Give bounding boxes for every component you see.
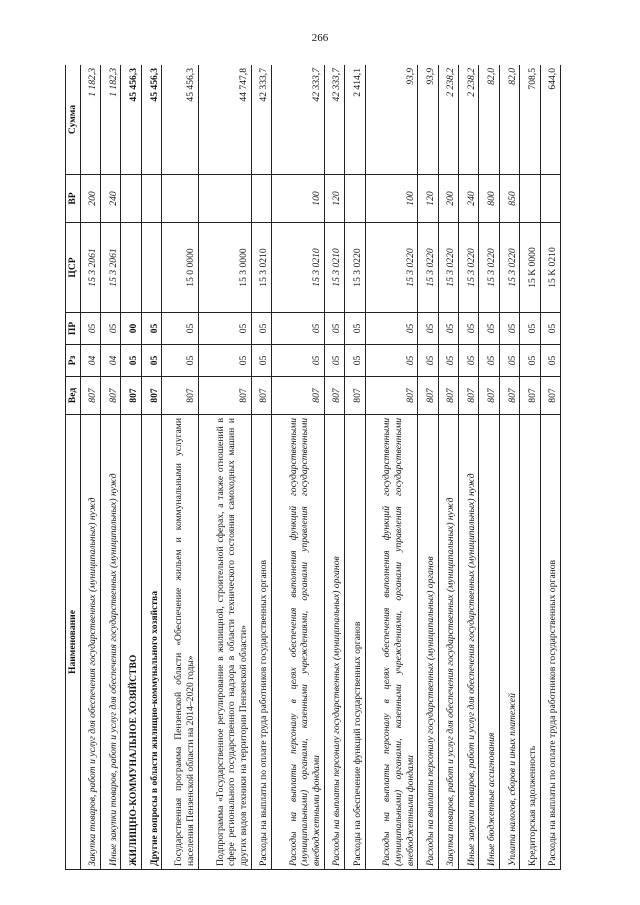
table-cell-sum: 93,9 — [365, 65, 418, 175]
table-cell-sum: 708,5 — [520, 65, 540, 175]
rotated-table-container — [65, 65, 561, 870]
table-cell-csr: 15 3 2061 — [80, 223, 100, 313]
table-cell-csr — [121, 223, 141, 313]
table-cell-ved: 807 — [121, 377, 141, 415]
table-cell-ved: 807 — [101, 377, 121, 415]
table-cell-vr: 850 — [499, 175, 519, 223]
table-row — [540, 65, 560, 870]
table-cell-rz: 05 — [345, 345, 365, 377]
table-header-row — [66, 65, 81, 870]
table-cell-sum: 1 182,3 — [101, 65, 121, 175]
table-cell-ved: 807 — [418, 377, 438, 415]
table-cell-sum: 45 456,3 — [162, 65, 199, 175]
table-cell-name: Подпрограмма «Государственное регулирование в жилищной, строительной сферах, а также отношений в сфере регионального государственного надзора в области технического состояния самоходных машин и других видов техники на территории Пензенской области» — [198, 415, 251, 870]
table-cell-vr: 240 — [459, 175, 479, 223]
table-cell-name: Государственная программа Пензенской области «Обеспечение жильем и коммунальными услугами населения Пензенской области на 2014–2020 годы» — [162, 415, 199, 870]
table-cell-name: Расходы на выплаты персоналу государственных (муниципальных) органов — [418, 415, 438, 870]
table-cell-sum: 644,0 — [540, 65, 560, 175]
table-cell-vr: 100 — [271, 175, 324, 223]
header-pr: ПР — [66, 313, 81, 345]
table-cell-vr: 120 — [324, 175, 344, 223]
table-cell-rz: 05 — [499, 345, 519, 377]
table-row — [459, 65, 479, 870]
table-cell-rz: 05 — [121, 345, 141, 377]
table-cell-ved: 807 — [271, 377, 324, 415]
table-cell-csr: 15 K 0210 — [540, 223, 560, 313]
table-cell-name: Расходы на выплаты персоналу государственных (муниципальных) органов — [324, 415, 344, 870]
table-cell-pr: 05 — [520, 313, 540, 345]
table-cell-csr: 15 3 0000 — [198, 223, 251, 313]
table-cell-sum: 82,0 — [479, 65, 499, 175]
table-cell-rz: 05 — [459, 345, 479, 377]
table-row — [418, 65, 438, 870]
table-cell-sum: 2 238,2 — [438, 65, 458, 175]
table-cell-name: Иные закупки товаров, работ и услуг для обеспечения государственных (муниципальных) нужд — [101, 415, 121, 870]
table-cell-pr: 05 — [271, 313, 324, 345]
table-row — [345, 65, 365, 870]
table-cell-rz: 05 — [162, 345, 199, 377]
table-cell-rz: 05 — [324, 345, 344, 377]
table-cell-vr — [198, 175, 251, 223]
table-cell-vr — [520, 175, 540, 223]
table-row — [324, 65, 344, 870]
table-cell-rz: 05 — [540, 345, 560, 377]
table-cell-name: Закупка товаров, работ и услуг для обеспечения государственных (муниципальных) нужд — [438, 415, 458, 870]
table-cell-rz: 05 — [479, 345, 499, 377]
table-cell-name: Расходы на выплаты по оплате труда работников государственных органов — [251, 415, 271, 870]
table-cell-pr: 05 — [324, 313, 344, 345]
table-cell-ved: 807 — [80, 377, 100, 415]
table-cell-pr: 00 — [121, 313, 141, 345]
table-cell-pr: 05 — [479, 313, 499, 345]
table-cell-name: Закупка товаров, работ и услуг для обеспечения государственных (муниципальных) нужд — [80, 415, 100, 870]
table-cell-ved: 807 — [198, 377, 251, 415]
table-cell-vr: 120 — [418, 175, 438, 223]
table-cell-csr: 15 K 0000 — [520, 223, 540, 313]
header-rz: Рз — [66, 345, 81, 377]
table-cell-vr: 240 — [101, 175, 121, 223]
table-cell-name: Расходы на обеспечение функций государственных органов — [345, 415, 365, 870]
table-row — [101, 65, 121, 870]
header-sum: Сумма — [66, 65, 81, 175]
table-row — [499, 65, 519, 870]
rotated-page-area — [65, 65, 561, 870]
table-cell-sum: 2 238,2 — [459, 65, 479, 175]
table-cell-pr: 05 — [198, 313, 251, 345]
table-cell-name: Расходы на выплаты персоналу в целях обеспечения выполнения функций государственными (муниципальными) органами, казенными учреждениями, органами управления государственными внебюджетными фондами — [365, 415, 418, 870]
table-cell-ved: 807 — [345, 377, 365, 415]
table-cell-sum: 42 333,7 — [251, 65, 271, 175]
table-cell-name: Иные бюджетные ассигнования — [479, 415, 499, 870]
table-cell-rz: 05 — [365, 345, 418, 377]
table-cell-ved: 807 — [459, 377, 479, 415]
table-cell-pr: 05 — [80, 313, 100, 345]
table-cell-ved: 807 — [540, 377, 560, 415]
table-row — [438, 65, 458, 870]
table-cell-rz: 05 — [198, 345, 251, 377]
page-number: 266 — [311, 32, 329, 44]
table-cell-csr: 15 3 0220 — [499, 223, 519, 313]
table-cell-pr: 05 — [365, 313, 418, 345]
table-cell-vr — [251, 175, 271, 223]
table-cell-csr: 15 3 0220 — [479, 223, 499, 313]
budget-table — [65, 65, 561, 870]
table-cell-csr: 15 3 0210 — [324, 223, 344, 313]
table-cell-csr: 15 3 0220 — [438, 223, 458, 313]
table-cell-vr — [162, 175, 199, 223]
table-cell-pr: 05 — [438, 313, 458, 345]
table-cell-vr — [141, 175, 161, 223]
table-cell-ved: 807 — [162, 377, 199, 415]
table-cell-vr: 100 — [365, 175, 418, 223]
table-row — [141, 65, 161, 870]
table-cell-pr: 05 — [141, 313, 161, 345]
table-cell-name: Расходы на выплаты персоналу в целях обеспечения выполнения функций государственными (муниципальными) органами, казенными учреждениями, органами управления государственными внебюджетными фондами — [271, 415, 324, 870]
table-cell-rz: 05 — [418, 345, 438, 377]
table-cell-csr: 15 0 0000 — [162, 223, 199, 313]
table-cell-csr: 15 3 0220 — [345, 223, 365, 313]
table-cell-pr: 05 — [345, 313, 365, 345]
table-row — [271, 65, 324, 870]
table-cell-name: Расходы на выплаты по оплате труда работников государственных органов — [540, 415, 560, 870]
table-cell-rz: 05 — [251, 345, 271, 377]
table-cell-ved: 807 — [438, 377, 458, 415]
table-cell-rz: 05 — [141, 345, 161, 377]
table-cell-csr: 15 3 0220 — [418, 223, 438, 313]
table-row — [162, 65, 199, 870]
table-cell-sum: 42 333,7 — [271, 65, 324, 175]
table-cell-ved: 807 — [365, 377, 418, 415]
table-cell-pr: 05 — [162, 313, 199, 345]
table-cell-rz: 04 — [80, 345, 100, 377]
table-cell-vr — [345, 175, 365, 223]
table-cell-pr: 05 — [540, 313, 560, 345]
table-cell-csr: 15 3 0210 — [251, 223, 271, 313]
table-row — [198, 65, 251, 870]
table-cell-csr: 15 3 2061 — [101, 223, 121, 313]
table-cell-csr: 15 3 0220 — [459, 223, 479, 313]
table-cell-csr: 15 3 0220 — [365, 223, 418, 313]
table-cell-sum: 45 456,3 — [141, 65, 161, 175]
table-cell-name: ЖИЛИЩНО-КОММУНАЛЬНОЕ ХОЗЯЙСТВО — [121, 415, 141, 870]
table-cell-rz: 05 — [271, 345, 324, 377]
table-cell-pr: 05 — [101, 313, 121, 345]
table-cell-sum: 42 333,7 — [324, 65, 344, 175]
table-cell-name: Другие вопросы в области жилищно-коммунального хозяйства — [141, 415, 161, 870]
table-cell-vr: 800 — [479, 175, 499, 223]
table-cell-vr: 200 — [80, 175, 100, 223]
table-cell-csr — [141, 223, 161, 313]
table-cell-rz: 05 — [520, 345, 540, 377]
table-cell-pr: 05 — [251, 313, 271, 345]
table-cell-pr: 05 — [459, 313, 479, 345]
header-ved: Вед — [66, 377, 81, 415]
table-cell-sum: 1 182,3 — [80, 65, 100, 175]
header-name: Наименование — [66, 415, 81, 870]
table-cell-sum: 2 414,1 — [345, 65, 365, 175]
table-row — [121, 65, 141, 870]
table-row — [520, 65, 540, 870]
table-body — [80, 65, 560, 870]
table-cell-ved: 807 — [141, 377, 161, 415]
table-row — [479, 65, 499, 870]
table-cell-pr: 05 — [499, 313, 519, 345]
table-cell-ved: 807 — [251, 377, 271, 415]
header-vr: ВР — [66, 175, 81, 223]
header-csr: ЦСР — [66, 223, 81, 313]
table-cell-vr — [540, 175, 560, 223]
table-cell-ved: 807 — [499, 377, 519, 415]
table-cell-rz: 04 — [101, 345, 121, 377]
table-cell-sum: 45 456,3 — [121, 65, 141, 175]
table-cell-pr: 05 — [418, 313, 438, 345]
table-cell-vr — [121, 175, 141, 223]
table-row — [251, 65, 271, 870]
table-cell-ved: 807 — [324, 377, 344, 415]
table-cell-name: Уплата налогов, сборов и иных платежей — [499, 415, 519, 870]
table-cell-name: Иные закупки товаров, работ и услуг для обеспечения государственных (муниципальных) нужд — [459, 415, 479, 870]
table-cell-sum: 82,0 — [499, 65, 519, 175]
table-cell-sum: 44 747,8 — [198, 65, 251, 175]
table-cell-sum: 93,9 — [418, 65, 438, 175]
table-cell-ved: 807 — [520, 377, 540, 415]
table-row — [365, 65, 418, 870]
table-cell-csr: 15 3 0210 — [271, 223, 324, 313]
table-cell-ved: 807 — [479, 377, 499, 415]
table-row — [80, 65, 100, 870]
table-cell-vr: 200 — [438, 175, 458, 223]
table-cell-name: Кредиторская задолженность — [520, 415, 540, 870]
table-cell-rz: 05 — [438, 345, 458, 377]
